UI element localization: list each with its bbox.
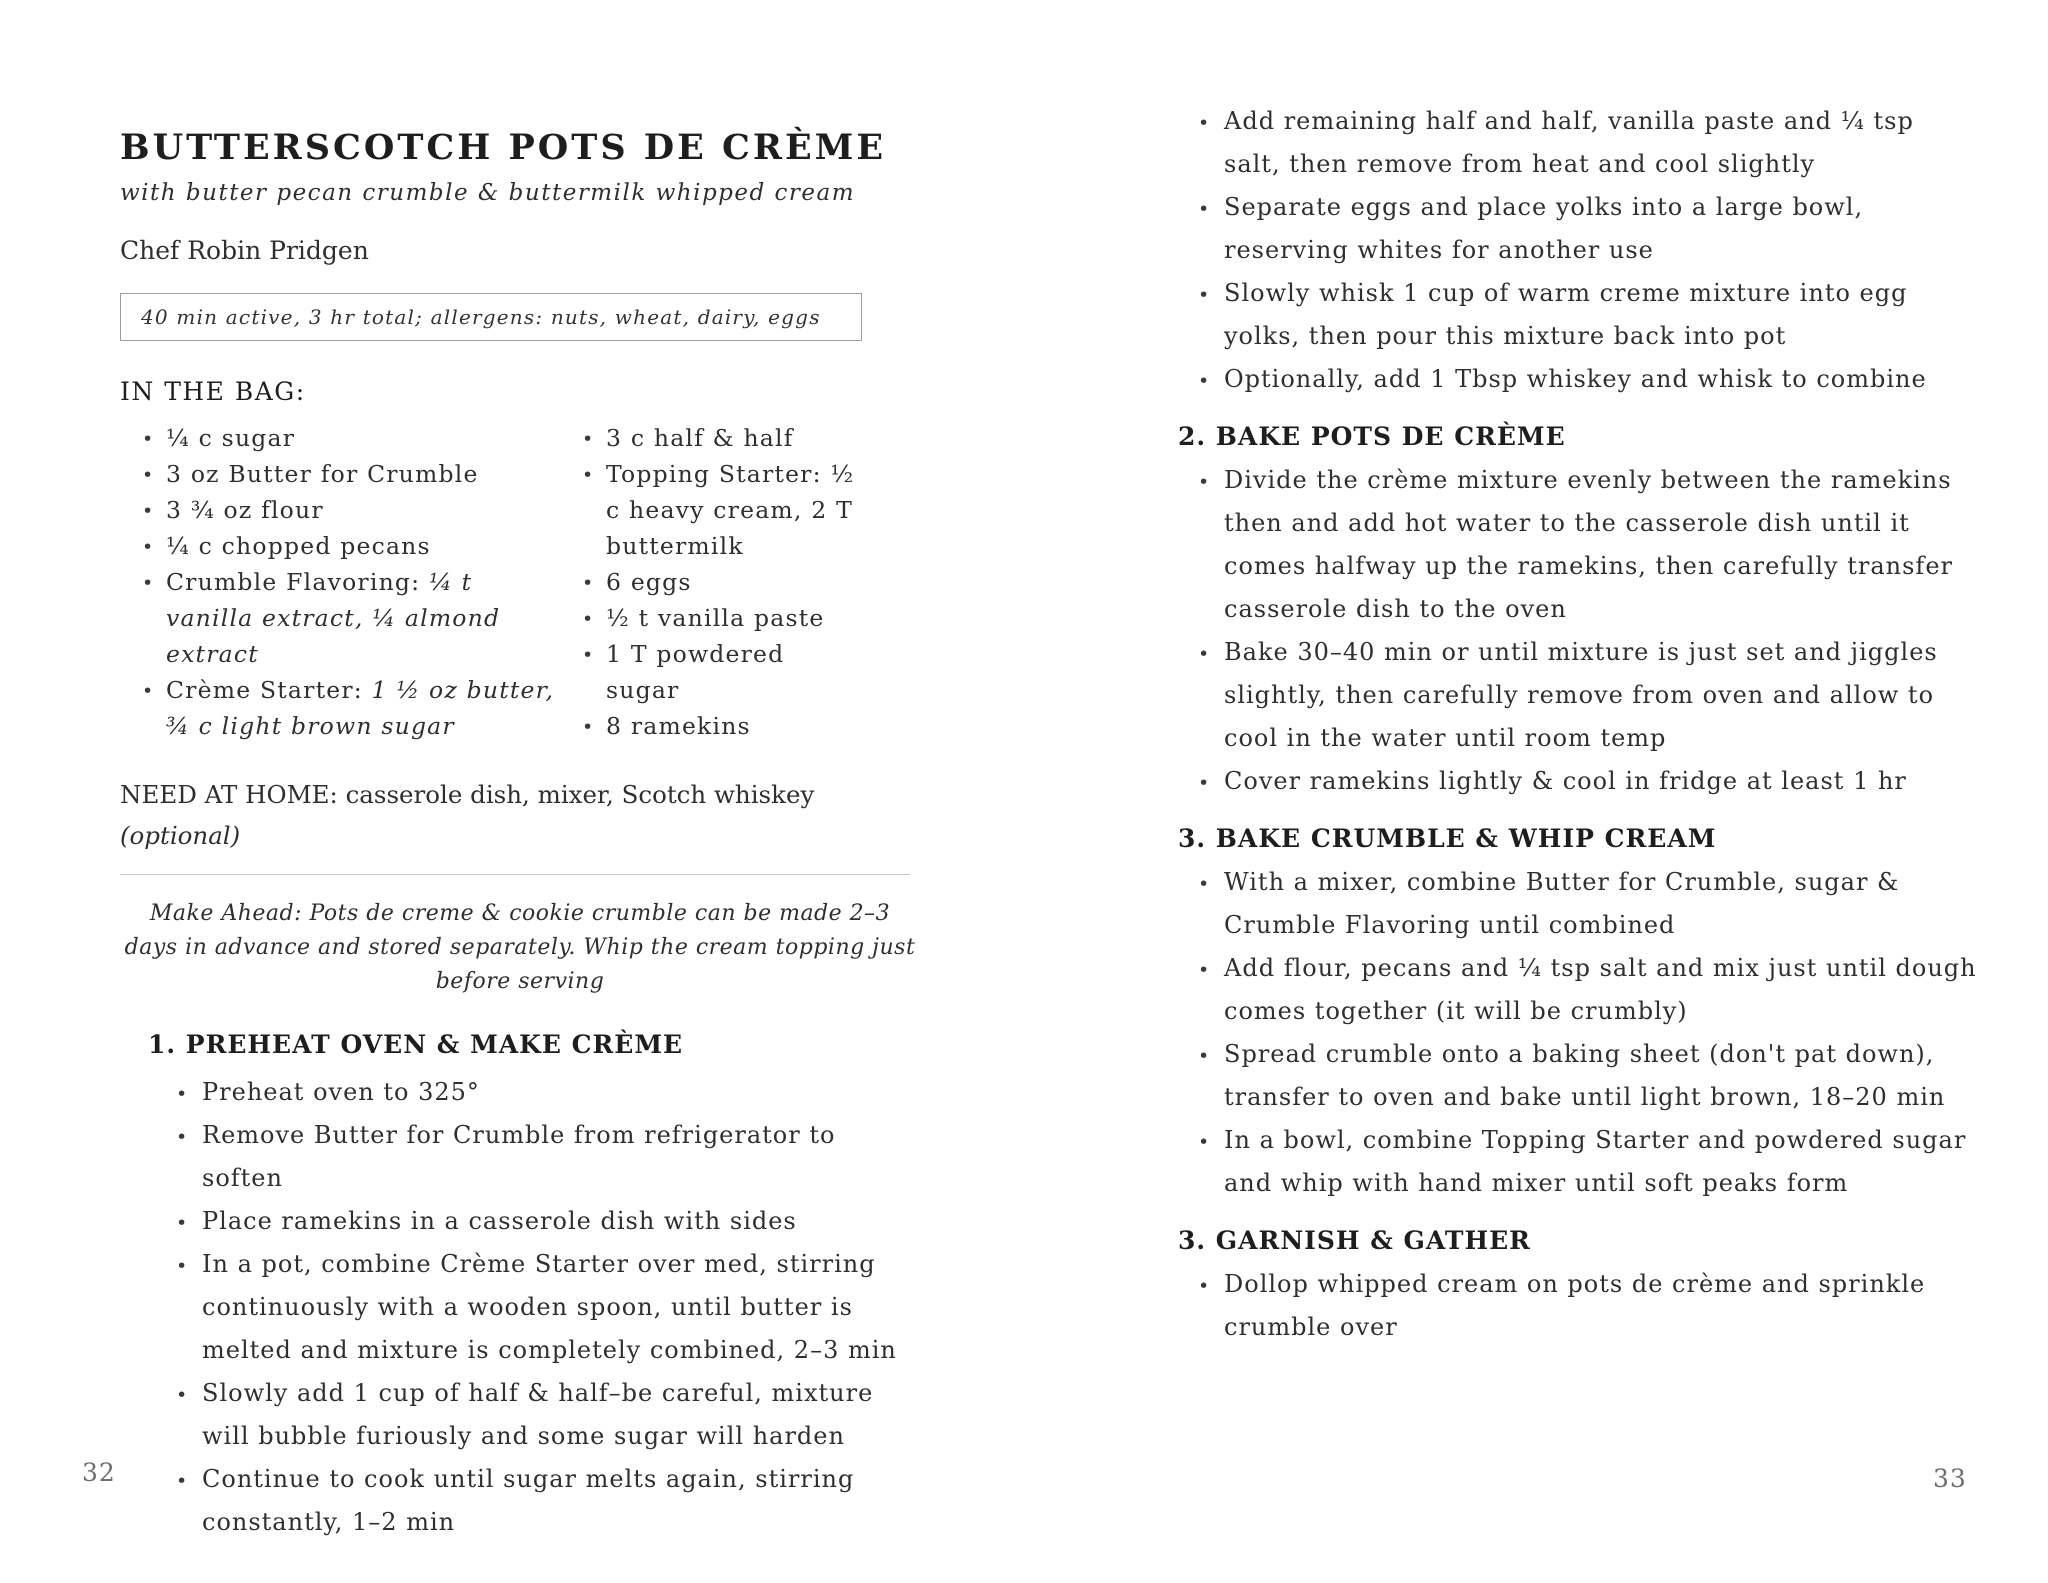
ingredient-main: ¼ c sugar — [166, 424, 296, 452]
in-the-bag-heading: IN THE BAG: — [120, 377, 306, 406]
page-number-right: 33 — [1933, 1464, 1967, 1493]
ingredient-main: 1 T powdered sugar — [606, 640, 785, 704]
ingredient-item — [140, 528, 558, 564]
step-bullet: • Add flour, pecans and ¼ tsp salt and mix just until dough comes together (it will be crumbly) — [1194, 947, 1979, 1033]
ingredient-main: ½ t vanilla paste — [606, 604, 825, 632]
step-bullet: • In a bowl, combine Topping Starter and powdered sugar and whip with hand mixer until soft peaks form — [1194, 1119, 1979, 1205]
step-bullet: • Slowly add 1 cup of half & half–be careful, mixture will bubble furiously and some sugar will harden — [172, 1372, 902, 1458]
step-2-bullets — [1194, 459, 1988, 803]
info-box — [120, 293, 862, 341]
ingredient-main: Crème Starter: — [166, 676, 363, 704]
divider-rule — [120, 874, 910, 875]
ingredient-item — [580, 636, 864, 708]
step-1-bullets — [172, 1071, 940, 1544]
need-at-home-optional: (optional) — [120, 821, 241, 850]
ingredient-detail: 1 ½ oz butter, ¾ c light brown sugar — [166, 676, 555, 740]
ingredient-main: 3 c half & half — [606, 424, 794, 452]
ingredient-item — [140, 492, 558, 528]
ingredient-main: Topping Starter: ½ c heavy cream, 2 T buttermilk — [606, 460, 855, 560]
step-bullet: • Divide the crème mixture evenly between the ramekins then and add hot water to the casserole dish until it comes halfway up the ramekins, then carefully transfer casserole dish to the oven — [1194, 459, 1979, 631]
ingredient-detail: ¼ t vanilla extract, ¼ almond extract — [166, 568, 501, 668]
ingredients-columns — [140, 420, 940, 744]
recipe-title: BUTTERSCOTCH POTS DE CRÈME — [120, 127, 887, 168]
step-bullet: • Place ramekins in a casserole dish with sides — [172, 1200, 902, 1243]
ingredient-item — [140, 456, 558, 492]
info-box-text: 40 min active, 3 hr total; allergens: nuts, wheat, dairy, eggs — [141, 305, 821, 329]
ingredient-item — [580, 564, 864, 600]
step-bullet: • Remove Butter for Crumble from refrigerator to soften — [172, 1114, 902, 1200]
ingredient-item — [580, 456, 864, 564]
ingredient-main: 6 eggs — [606, 568, 692, 596]
make-ahead-note: Make Ahead: Pots de creme & cookie crumble can be made 2–3 days in advance and stored separately. Whip the cream topping just before serving — [124, 901, 916, 994]
step-bullet: • Optionally, add 1 Tbsp whiskey and whisk to combine — [1194, 358, 1979, 401]
recipe-subtitle: with butter pecan crumble & buttermilk whipped cream — [120, 180, 856, 206]
ingredient-main: ¼ c chopped pecans — [166, 532, 431, 560]
step-3-bullets — [1194, 861, 1988, 1205]
page-number-left: 32 — [82, 1458, 116, 1487]
ingredient-item — [140, 420, 558, 456]
step-heading-3: 3. BAKE CRUMBLE & WHIP CREAM — [1178, 824, 1717, 853]
ingredient-main: 3 ¾ oz flour — [166, 496, 324, 524]
step-bullet: • Cover ramekins lightly & cool in fridge at least 1 hr — [1194, 760, 1979, 803]
ingredient-item — [580, 420, 864, 456]
ingredient-list-col1 — [140, 420, 558, 744]
step-heading-garnish: 3. GARNISH & GATHER — [1178, 1226, 1531, 1255]
ingredient-item — [140, 672, 558, 744]
step-bullet: • Add remaining half and half, vanilla paste and ¼ tsp salt, then remove from heat and cool slightly — [1194, 100, 1979, 186]
ingredient-list-col2 — [580, 420, 864, 744]
chef-name: Chef Robin Pridgen — [120, 236, 369, 265]
ingredient-item — [580, 708, 864, 744]
ingredient-item — [580, 600, 864, 636]
step-bullet: • Continue to cook until sugar melts again, stirring constantly, 1–2 min — [172, 1458, 902, 1544]
step-bullet: • In a pot, combine Crème Starter over med, stirring continuously with a wooden spoon, until butter is melted and mixture is completely combined, 2–3 min — [172, 1243, 902, 1372]
step-heading-1: 1. PREHEAT OVEN & MAKE CRÈME — [148, 1030, 684, 1059]
ingredient-main: 8 ramekins — [606, 712, 751, 740]
step-bullet: • With a mixer, combine Butter for Crumble, sugar & Crumble Flavoring until combined — [1194, 861, 1979, 947]
ingredient-main: 3 oz Butter for Crumble — [166, 460, 479, 488]
ingredient-main: Crumble Flavoring: — [166, 568, 421, 596]
step-garnish-bullets — [1194, 1263, 1988, 1349]
page-right — [1178, 100, 1988, 1349]
step-1-continued-bullets — [1194, 100, 1988, 401]
step-bullet: • Preheat oven to 325° — [172, 1071, 902, 1114]
step-heading-2: 2. BAKE POTS DE CRÈME — [1178, 422, 1566, 451]
step-bullet: • Spread crumble onto a baking sheet (don't pat down), transfer to oven and bake until light brown, 18–20 min — [1194, 1033, 1979, 1119]
need-at-home — [120, 774, 820, 856]
step-bullet: • Slowly whisk 1 cup of warm creme mixture into egg yolks, then pour this mixture back into pot — [1194, 272, 1979, 358]
step-bullet: • Separate eggs and place yolks into a large bowl, reserving whites for another use — [1194, 186, 1979, 272]
step-bullet: • Bake 30–40 min or until mixture is just set and jiggles slightly, then carefully remove from oven and allow to cool in the water until room temp — [1194, 631, 1979, 760]
ingredient-item — [140, 564, 558, 672]
need-at-home-text: NEED AT HOME: casserole dish, mixer, Scotch whiskey — [120, 780, 815, 809]
page-left — [120, 128, 940, 1544]
step-bullet: • Dollop whipped cream on pots de crème and sprinkle crumble over — [1194, 1263, 1979, 1349]
